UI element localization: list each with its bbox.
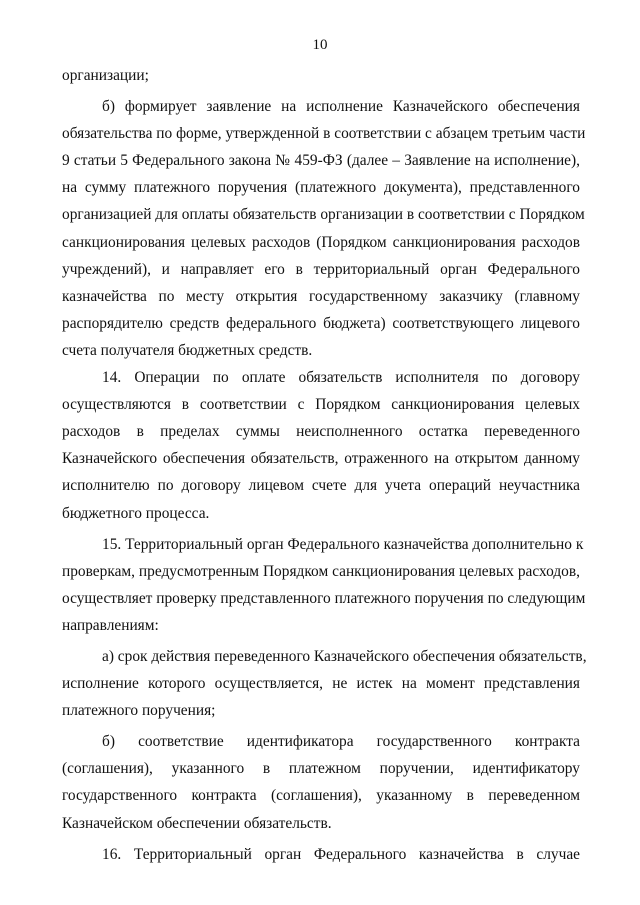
paragraph-item-16 [62, 841, 580, 868]
text-line: Казначейского обеспечения обязательств, отраженного на открытом данному [62, 450, 580, 468]
text-line: 16. Территориальный орган Федерального казначейства в случае [102, 845, 580, 863]
text-line: расходов в пределах суммы неисполненного остатка переведенного [62, 423, 580, 441]
text-line: а) срок действия переведенного Казначейского обеспечения обязательств, [102, 647, 587, 665]
text-line: б) соответствие идентификатора государственного контракта [102, 733, 580, 751]
text-line: организацией для оплаты обязательств организации в соответствии с Порядком [62, 206, 585, 224]
text-line: распорядителю средств федерального бюджета) соответствующего лицевого [62, 314, 580, 332]
text-line: (соглашения), указанного в платежном поручении, идентификатору [62, 760, 580, 778]
text-line: исполнителю по договору лицевом счете для учета операций неучастника [62, 477, 580, 495]
text-line: Казначейском обеспечении обязательств. [62, 814, 332, 832]
text-line: проверкам, предусмотренным Порядком санкционирования целевых расходов, [62, 562, 580, 580]
paragraph-item-14 [62, 364, 580, 527]
text-line: учреждений), и направляет его в территориальный орган Федерального [62, 260, 580, 278]
text-line: исполнение которого осуществляется, не истек на момент представления [62, 675, 580, 693]
text-line: платежного поручения; [62, 702, 216, 720]
text-line: на сумму платежного поручения (платежного документа), представленного [62, 179, 580, 197]
text-line: организации; [62, 67, 149, 84]
text-line: счета получателя бюджетных средств. [62, 341, 313, 359]
paragraph-continuation [62, 62, 580, 89]
paragraph-item-15-b [62, 728, 580, 836]
text-line: санкционирования целевых расходов (Порядком санкционирования расходов [62, 233, 580, 251]
text-line: 9 статьи 5 Федерального закона № 459-ФЗ (далее – Заявление на исполнение), [62, 152, 580, 170]
document-body [62, 62, 587, 868]
text-line: 15. Территориальный орган Федерального казначейства дополнительно к [102, 535, 584, 553]
text-line: 14. Операции по оплате обязательств исполнителя по договору [102, 369, 580, 387]
page-number: 10 [312, 37, 328, 53]
text-line: б) формирует заявление на исполнение Казначейского обеспечения [102, 98, 580, 116]
text-line: казначейства по месту открытия государственному заказчику (главному [62, 287, 580, 305]
text-line: государственного контракта (соглашения), указанному в переведенном [62, 787, 580, 805]
paragraph-item-15-a [62, 643, 587, 724]
paragraph-item-15 [62, 531, 586, 639]
text-line: осуществляются в соответствии с Порядком санкционирования целевых [62, 396, 580, 414]
text-line: бюджетного процесса. [62, 504, 210, 522]
text-line: осуществляет проверку представленного платежного поручения по следующим [62, 589, 586, 607]
paragraph-subitem-b [62, 93, 586, 364]
text-line: направлениям: [62, 616, 159, 634]
text-line: обязательства по форме, утвержденной в соответствии с абзацем третьим части [62, 125, 586, 143]
